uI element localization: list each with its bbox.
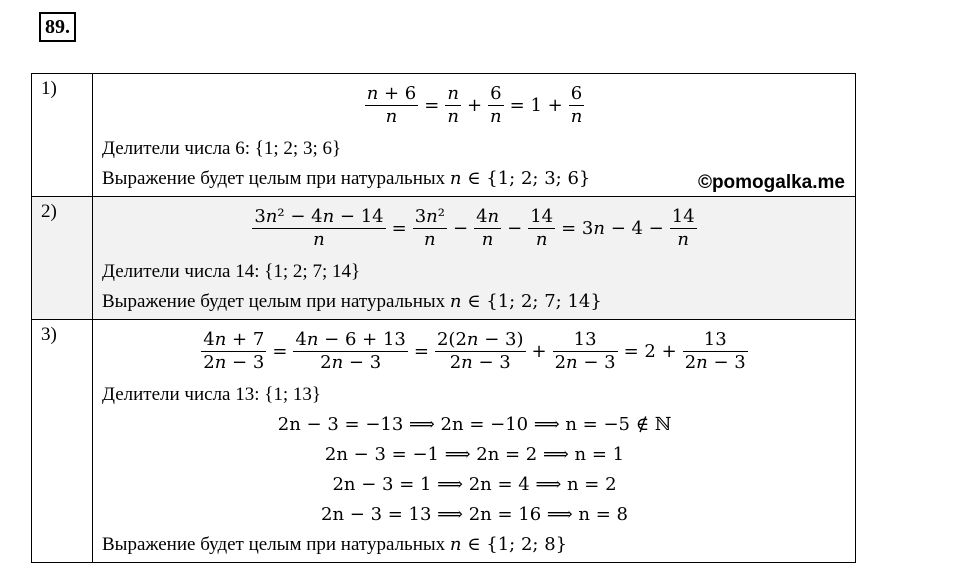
case-line: 2n − 3 = 1 ⟹ 2n = 4 ⟹ n = 2 bbox=[332, 474, 617, 495]
row-content bbox=[93, 197, 856, 320]
table-row bbox=[32, 320, 856, 563]
solution-table bbox=[31, 73, 856, 563]
table-row bbox=[32, 74, 856, 197]
answer-set: {1; 2; 7; 14} bbox=[486, 291, 602, 312]
answer-text: Выражение будет целым при натуральных bbox=[102, 534, 446, 555]
table-row bbox=[32, 197, 856, 320]
equation: $\frac{n + 6}{n}$ = $\frac{n}{n}$ + $\frac{6}{n}$ = 1 + $\frac{6}{n}$ bbox=[366, 82, 583, 127]
row-content bbox=[93, 320, 856, 563]
case-line: 2n − 3 = 13 ⟹ 2n = 16 ⟹ n = 8 bbox=[321, 504, 628, 525]
answer-text: Выражение будет целым при натуральных bbox=[102, 168, 446, 189]
answer-line: Выражение будет целым при натуральных n ∈ {1; 2; 8} bbox=[102, 534, 568, 555]
equation: $\frac{4n + 7}{2n - 3}$ = $\frac{4n - 6 + 13}{2n - 3}$ = $\frac{2(2n - 3)}{2n - 3}$ + $\frac{13}{2n - 3}$ = 2 + $\frac{13}{2n - 3}$ bbox=[203, 328, 746, 373]
answer-line: Выражение будет целым при натуральных n ∈ {1; 2; 3; 6} ©pomogalka.me bbox=[102, 164, 847, 194]
answer-set: {1; 2; 3; 6} bbox=[486, 168, 591, 189]
row-index: 3) bbox=[32, 320, 93, 563]
row-content bbox=[93, 74, 856, 197]
row-index: 1) bbox=[32, 74, 93, 197]
watermark: ©pomogalka.me bbox=[697, 172, 845, 193]
divisors-text: Делители числа 6: {1; 2; 3; 6} bbox=[102, 138, 342, 159]
answer-text: Выражение будет целым при натуральных bbox=[102, 291, 446, 312]
case-line: 2n − 3 = −13 ⟹ 2n = −10 ⟹ n = −5 ∉ ℕ bbox=[277, 414, 672, 435]
answer-set: {1; 2; 8} bbox=[486, 534, 568, 555]
row-index: 2) bbox=[32, 197, 93, 320]
equation: $\frac{\text{3n² − 4n − 14}}{n}$ = $\frac{\text{3n²}}{n}$ − $\frac{4n}{n}$ − $\frac{14}{n}$ = 3n − 4 − $\frac{14}{n}$ bbox=[254, 205, 695, 250]
problem-number: 89. bbox=[39, 12, 76, 42]
divisors-text: Делители числа 14: {1; 2; 7; 14} bbox=[102, 261, 361, 282]
divisors-text: Делители числа 13: {1; 13} bbox=[102, 384, 322, 405]
answer-line: Выражение будет целым при натуральных n ∈ {1; 2; 7; 14} bbox=[102, 291, 602, 312]
case-line: 2n − 3 = −1 ⟹ 2n = 2 ⟹ n = 1 bbox=[324, 444, 625, 465]
